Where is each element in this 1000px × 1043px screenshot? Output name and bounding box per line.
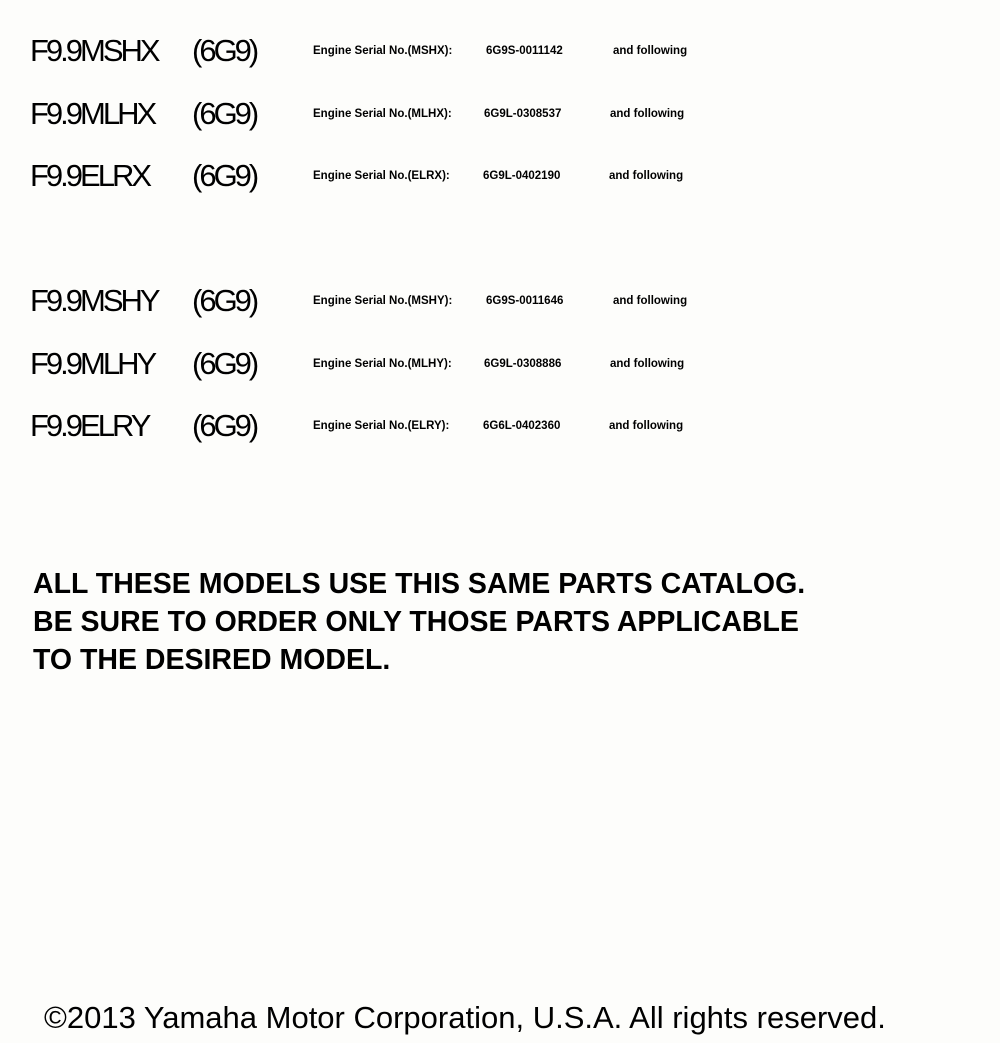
serial-label: Engine Serial No.(MSHY):: [313, 295, 453, 307]
model-name: F9.9MSHY: [30, 283, 158, 318]
model-row-elrx: [0, 156, 1000, 196]
model-row-mshx: [0, 31, 1000, 71]
serial-label: Engine Serial No.(MLHX):: [313, 108, 452, 120]
copyright-text: ©2013 Yamaha Motor Corporation, U.S.A. All rights reserved.: [44, 1000, 886, 1035]
serial-number: 6G9L-0308886: [484, 358, 562, 370]
notice-line-3: TO THE DESIRED MODEL.: [33, 644, 391, 676]
and-following-text: and following: [613, 295, 688, 307]
catalog-notice: [33, 565, 933, 679]
model-name: F9.9MLHX: [30, 96, 155, 131]
serial-label: Engine Serial No.(MLHY):: [313, 358, 452, 370]
model-name: F9.9MLHY: [30, 346, 155, 381]
model-code: (6G9): [192, 346, 257, 381]
model-code: (6G9): [192, 283, 257, 318]
model-code: (6G9): [192, 33, 257, 68]
and-following-text: and following: [610, 358, 685, 370]
model-code: (6G9): [192, 96, 257, 131]
model-code: (6G9): [192, 158, 257, 193]
and-following-text: and following: [609, 420, 684, 432]
notice-line-2: BE SURE TO ORDER ONLY THOSE PARTS APPLICABLE: [33, 606, 799, 638]
model-name: F9.9ELRX: [30, 158, 150, 193]
model-name: F9.9ELRY: [30, 408, 149, 443]
serial-label: Engine Serial No.(MSHX):: [313, 45, 453, 57]
serial-number: 6G9L-0308537: [484, 108, 562, 120]
serial-number: 6G9S-0011142: [486, 45, 563, 57]
model-name: F9.9MSHX: [30, 33, 158, 68]
model-row-mlhx: [0, 94, 1000, 134]
serial-label: Engine Serial No.(ELRY):: [313, 420, 450, 432]
model-row-mshy: [0, 281, 1000, 321]
model-code: (6G9): [192, 408, 257, 443]
notice-line-1: ALL THESE MODELS USE THIS SAME PARTS CATALOG.: [33, 568, 806, 600]
and-following-text: and following: [609, 170, 684, 182]
serial-number: 6G9L-0402190: [483, 170, 561, 182]
serial-label: Engine Serial No.(ELRX):: [313, 170, 450, 182]
and-following-text: and following: [613, 45, 688, 57]
model-row-mlhy: [0, 344, 1000, 384]
serial-number: 6G9S-0011646: [486, 295, 564, 307]
and-following-text: and following: [610, 108, 685, 120]
serial-number: 6G6L-0402360: [483, 420, 561, 432]
model-row-elry: [0, 406, 1000, 446]
